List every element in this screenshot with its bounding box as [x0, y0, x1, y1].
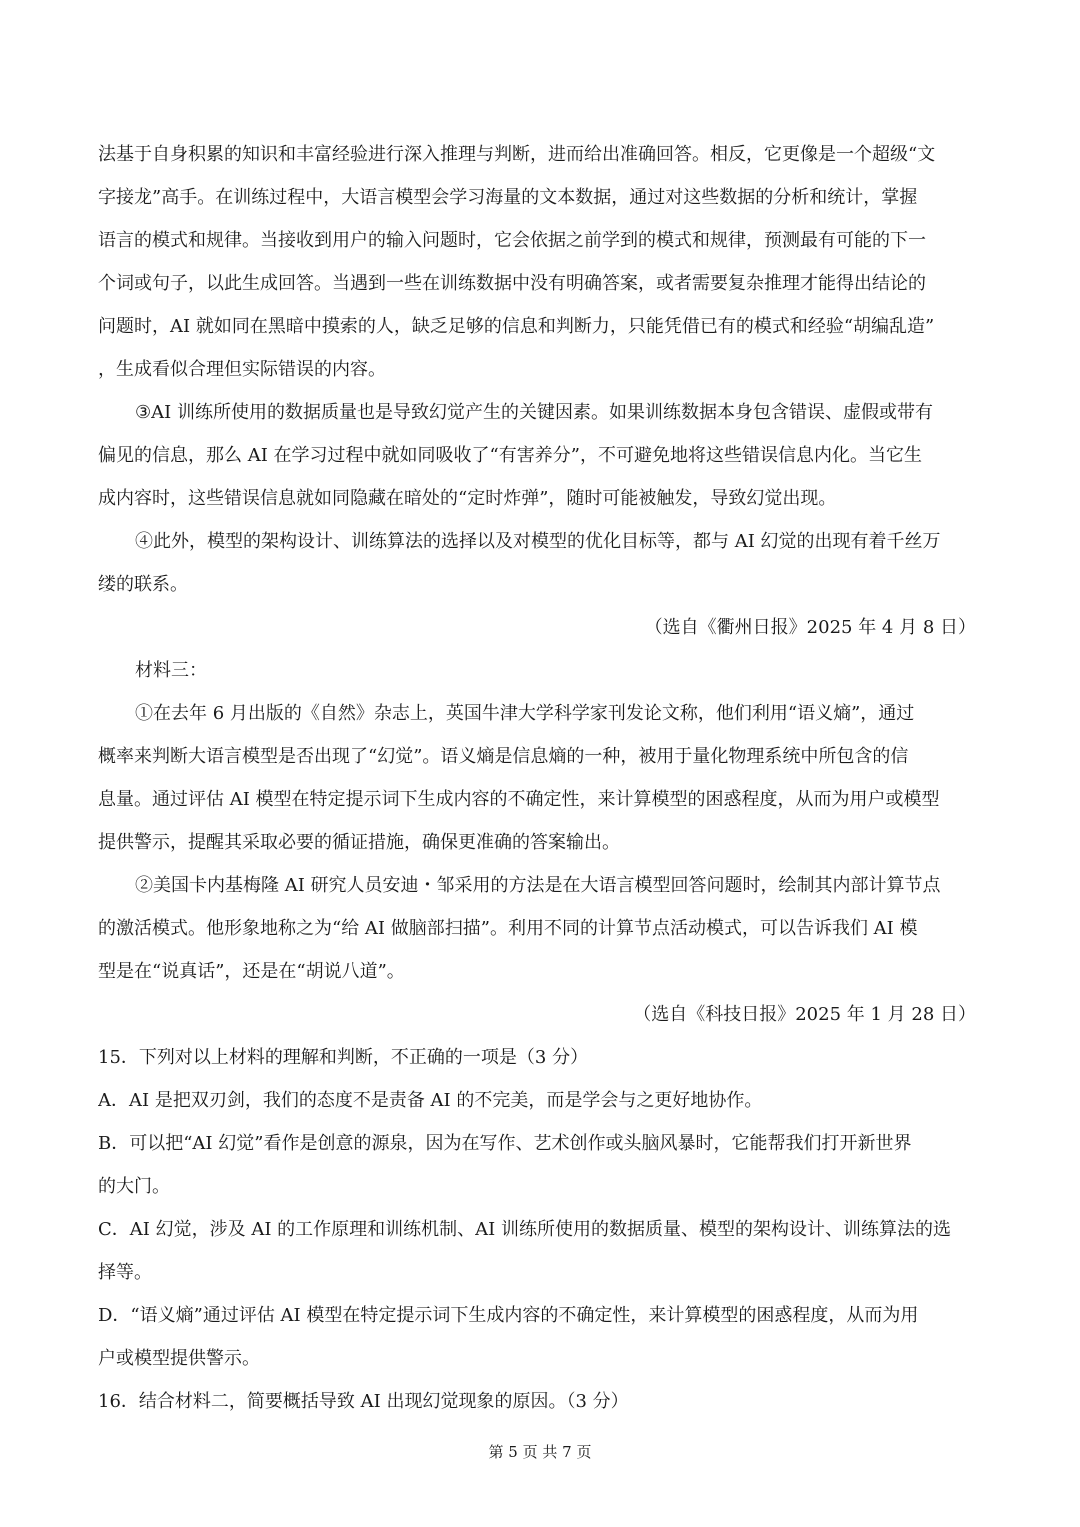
option-a: A．AI 是把双刃剑，我们的态度不是责备 AI 的不完美，而是学会与之更好地协作。: [98, 1090, 763, 1111]
material-3-para-1-line: 概率来判断大语言模型是否出现了“幻觉”。语义熵是信息熵的一种，被用于量化物理系统中所包含的信: [98, 746, 909, 767]
material-3-para-1-line: 息量。通过评估 AI 模型在特定提示词下生成内容的不确定性，来计算模型的困惑程度，从而为用户或模型: [98, 789, 940, 810]
text-line: 问题时，AI 就如同在黑暗中摸索的人，缺乏足够的信息和判断力，只能凭借已有的模式和经验“胡编乱造”: [98, 316, 935, 337]
source-citation: （选自《科技日报》2025 年 1 月 28 日）: [633, 1004, 976, 1025]
paragraph-4-line: ④此外，模型的架构设计、训练算法的选择以及对模型的优化目标等，都与 AI 幻觉的出现有着千丝万: [135, 531, 941, 552]
text-line: 个词或句子，以此生成回答。当遇到一些在训练数据中没有明确答案，或者需要复杂推理才能得出结论的: [98, 273, 926, 294]
option-b-cont: 的大门。: [98, 1176, 170, 1197]
paragraph-3-line: 偏见的信息，那么 AI 在学习过程中就如同吸收了“有害养分”，不可避免地将这些错误信息内化。当它生: [98, 445, 922, 466]
material-3-para-1-line: ①在去年 6 月出版的《自然》杂志上，英国牛津大学科学家刊发论文称，他们利用“语义熵”，通过: [135, 703, 915, 724]
paragraph-3-line: 成内容时，这些错误信息就如同隐藏在暗处的“定时炸弹”，随时可能被触发，导致幻觉出现。: [98, 488, 837, 509]
question-16-stem: 16．结合材料二，简要概括导致 AI 出现幻觉现象的原因。（3 分）: [98, 1391, 629, 1412]
option-b: B．可以把“AI 幻觉”看作是创意的源泉，因为在写作、艺术创作或头脑风暴时，它能帮我们打开新世界: [98, 1133, 912, 1154]
text-line: 法基于自身积累的知识和丰富经验进行深入推理与判断，进而给出准确回答。相反，它更像是一个超级“文: [98, 144, 936, 165]
material-3-para-2-line: 的激活模式。他形象地称之为“给 AI 做脑部扫描”。利用不同的计算节点活动模式，可以告诉我们 AI 模: [98, 918, 918, 939]
text-line: 字接龙”高手。在训练过程中，大语言模型会学习海量的文本数据，通过对这些数据的分析和统计，掌握: [98, 187, 918, 208]
question-15-stem: 15．下列对以上材料的理解和判断，不正确的一项是（3 分）: [98, 1047, 589, 1068]
option-d: D．“语义熵”通过评估 AI 模型在特定提示词下生成内容的不确定性，来计算模型的困惑程度，从而为用: [98, 1305, 919, 1326]
option-c-cont: 择等。: [98, 1262, 152, 1283]
material-3-para-2-line: 型是在“说真话”，还是在“胡说八道”。: [98, 961, 405, 982]
material-3-para-2-line: ②美国卡内基梅隆 AI 研究人员安迪・邹采用的方法是在大语言模型回答问题时，绘制其内部计算节点: [135, 875, 941, 896]
option-d-cont: 户或模型提供警示。: [98, 1348, 260, 1369]
paragraph-3-line: ③AI 训练所使用的数据质量也是导致幻觉产生的关键因素。如果训练数据本身包含错误、虚假或带有: [135, 402, 933, 423]
page-footer: 第 5 页 共 7 页: [488, 1443, 592, 1461]
text-line: 语言的模式和规律。当接收到用户的输入问题时，它会依据之前学到的模式和规律，预测最有可能的下一: [98, 230, 926, 251]
option-c: C．AI 幻觉，涉及 AI 的工作原理和训练机制、AI 训练所使用的数据质量、模型的架构设计、训练算法的选: [98, 1219, 951, 1240]
source-citation: （选自《衢州日报》2025 年 4 月 8 日）: [644, 617, 976, 638]
paragraph-4-line: 缕的联系。: [98, 574, 188, 595]
material-3-para-1-line: 提供警示，提醒其采取必要的循证措施，确保更准确的答案输出。: [98, 832, 620, 853]
material-3-heading: 材料三：: [135, 660, 207, 681]
text-line: ，生成看似合理但实际错误的内容。: [98, 359, 386, 380]
